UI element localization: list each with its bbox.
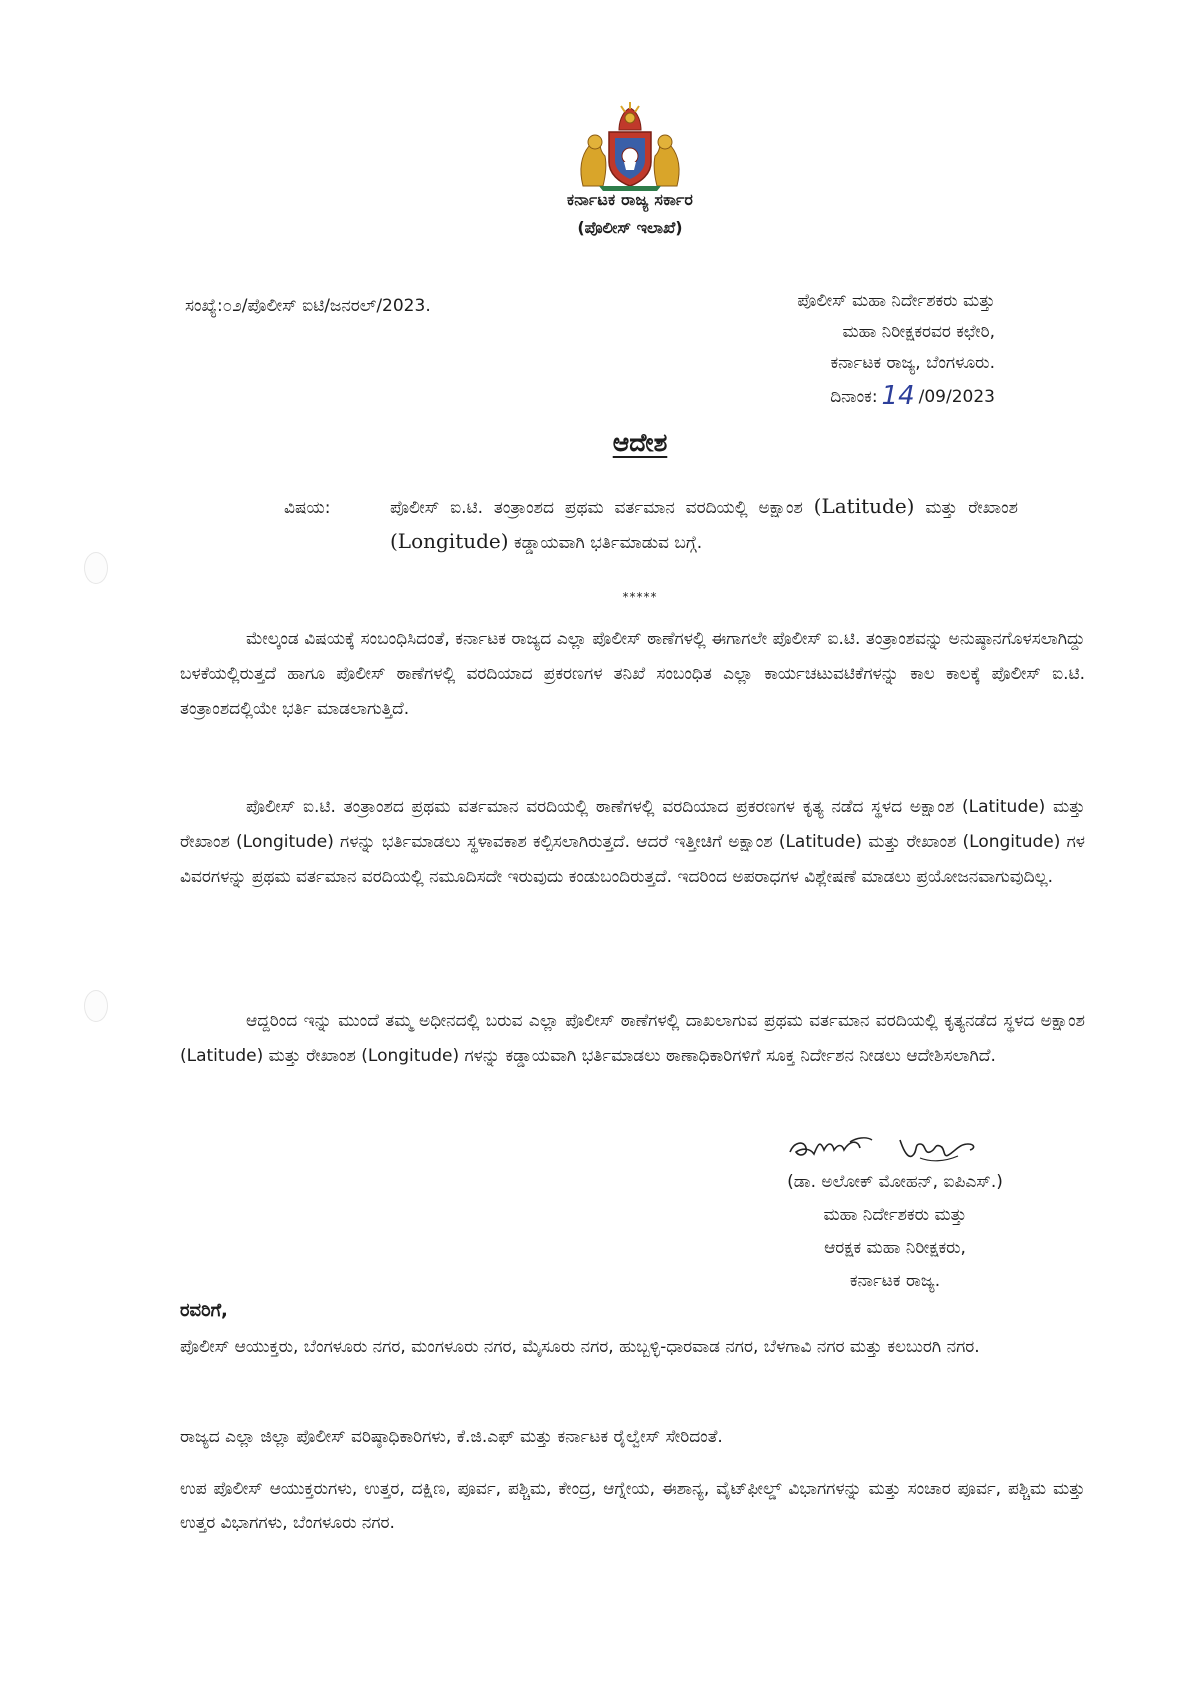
office-address: [650, 286, 995, 413]
date-label: ದಿನಾಂಕ:: [830, 387, 878, 407]
order-title: ಆದೇಶ: [612, 428, 668, 457]
handwritten-signature: [780, 1118, 1000, 1168]
subject-longitude: (Longitude): [390, 529, 509, 553]
signatory-title-1: ಮಹಾ ನಿರ್ದೇಶಕರು ಮತ್ತು: [823, 1205, 967, 1225]
body-paragraph-1: ಮೇಲ್ಕಂಡ ವಿಷಯಕ್ಕೆ ಸಂಬಂಧಿಸಿದಂತೆ, ಕರ್ನಾಟಕ ರಾಜ್ಯದ ಎಲ್ಲಾ ಪೊಲೀಸ್ ಠಾಣೆಗಳಲ್ಲಿ ಈಗಾಗಲೇ ಪೊಲೀಸ್ ಐ.ಟಿ. ತಂತ್ರಾಂಶವನ್ನು ಅನುಷ್ಠಾನಗೊಳಸಲಾಗಿದ್ದು ಬಳಕೆಯಲ್ಲಿರುತ್ತದೆ ಹಾಗೂ ಪೊಲೀಸ್ ಠಾಣೆಗಳಲ್ಲಿ ವರದಿಯಾದ ಪ್ರಕರಣಗಳ ತನಿಖೆ ಸಂಬಂಧಿತ ಎಲ್ಲಾ ಕಾರ್ಯಚಟುವಟಿಕೆಗಳನ್ನು ಕಾಲ ಕಾಲಕ್ಕೆ ಪೊಲೀಸ್ ಐ.ಟಿ. ತಂತ್ರಾಂಶದಲ್ಲಿಯೇ ಭರ್ತಿ ಮಾಡಲಾಗುತ್ತಿದೆ.: [180, 629, 1085, 719]
recipient-item: ಪೊಲೀಸ್ ಆಯುಕ್ತರು, ಬೆಂಗಳೂರು ನಗರ, ಮಂಗಳೂರು ನಗರ, ಮೈಸೂರು ನಗರ, ಹುಬ್ಬಳ್ಳಿ-ಧಾರವಾಡ ನಗರ, ಬೆಳಗಾವಿ ನಗರ ಮತ್ತು ಕಲಬುರಗಿ ನಗರ.: [180, 1337, 980, 1357]
signatory-title-2: ಆರಕ್ಷಕ ಮಹಾ ನಿರೀಕ್ಷಕರು,: [824, 1238, 966, 1258]
recipients-label: ರವರಿಗೆ,: [180, 1300, 228, 1321]
department-name: (ಪೊಲೀಸ್ ಇಲಾಖೆ): [577, 218, 683, 237]
subject-part-1: ಪೊಲೀಸ್ ಐ.ಟಿ. ತಂತ್ರಾಂಶದ ಪ್ರಥಮ ವರ್ತಮಾನ ವರದಿಯಲ್ಲಿ ಅಕ್ಷಾಂಶ: [390, 498, 814, 518]
office-line-1: ಪೊಲೀಸ್ ಮಹಾ ನಿರ್ದೇಶಕರು ಮತ್ತು: [797, 291, 995, 311]
signatory-title-3: ಕರ್ನಾಟಕ ರಾಜ್ಯ.: [849, 1271, 941, 1291]
subject-part-3: ಕಡ್ಡಾಯವಾಗಿ ಭರ್ತಿಮಾಡುವ ಬಗ್ಗೆ.: [508, 533, 703, 553]
body-paragraph-2: ಪೊಲೀಸ್ ಐ.ಟಿ. ತಂತ್ರಾಂಶದ ಪ್ರಥಮ ವರ್ತಮಾನ ವರದಿಯಲ್ಲಿ ಠಾಣೆಗಳಲ್ಲಿ ವರದಿಯಾದ ಪ್ರಕರಣಗಳ ಕೃತ್ಯ ನಡೆದ ಸ್ಥಳದ ಅಕ್ಷಾಂಶ (Latitude) ಮತ್ತು ರೇಖಾಂಶ (Longitude) ಗಳನ್ನು ಭರ್ತಿಮಾಡಲು ಸ್ಥಳಾವಕಾಶ ಕಲ್ಪಿಸಲಾಗಿರುತ್ತದೆ. ಆದರೆ ಇತ್ತೀಚಿಗೆ ಅಕ್ಷಾಂಶ (Latitude) ಮತ್ತು ರೇಖಾಂಶ (Longitude) ಗಳ ವಿವರಗಳನ್ನು ಪ್ರಥಮ ವರ್ತಮಾನ ವರದಿಯಲ್ಲಿ ನಮೂದಿಸದೇ ಇರುವುದು ಕಂಡುಬಂದಿರುತ್ತದೆ. ಇದರಿಂದ ಅಪರಾಧಗಳ ವಿಶ್ಲೇಷಣೆ ಮಾಡಲು ಪ್ರಯೋಜನವಾಗುವುದಿಲ್ಲ.: [180, 797, 1085, 887]
punch-hole-mark: [84, 552, 108, 584]
signatory-name: (ಡಾ. ಅಲೋಕ್ ಮೋಹನ್, ಐಪಿಎಸ್.): [787, 1172, 1003, 1192]
recipient-item: ರಾಜ್ಯದ ಎಲ್ಲಾ ಜಿಲ್ಲಾ ಪೊಲೀಸ್ ವರಿಷ್ಠಾಧಿಕಾರಿಗಳು, ಕೆ.ಜಿ.ಎಫ್ ಮತ್ತು ಕರ್ನಾಟಕ ರೈಲ್ವೇಸ್ ಸೇರಿದಂತೆ.: [180, 1427, 723, 1447]
subject-part-2: ಮತ್ತು ರೇಖಾಂಶ: [914, 498, 1018, 518]
subject-text: [390, 490, 1018, 560]
reference-number: ಸಂಖ್ಯೆ:೦೨/ಪೊಲೀಸ್ ಐಟಿ/ಜನರಲ್/2023.: [185, 296, 431, 316]
signatory-block: [735, 1166, 1055, 1298]
recipient-item: ಉಪ ಪೊಲೀಸ್ ಆಯುಕ್ತರುಗಳು, ಉತ್ತರ, ದಕ್ಷಿಣ, ಪೂರ್ವ, ಪಶ್ಚಿಮ, ಕೇಂದ್ರ, ಆಗ್ನೇಯ, ಈಶಾನ್ಯ, ವೈಟ್‌ಫೀಲ್ಡ್ ವಿಭಾಗಗಳನ್ನು ಮತ್ತು ಸಂಚಾರ ಪೂರ್ವ, ಪಶ್ಚಿಮ ಮತ್ತು ಉತ್ತರ ವಿಭಾಗಗಳು, ಬೆಂಗಳೂರು ನಗರ.: [180, 1479, 1085, 1533]
punch-hole-mark: [84, 990, 108, 1022]
date-day-handwritten: 14: [881, 381, 915, 411]
subject-label: ವಿಷಯ:: [284, 498, 331, 518]
subject-latitude: (Latitude): [813, 494, 915, 518]
date-line: [650, 379, 995, 413]
office-line-3: ಕರ್ನಾಟಕ ರಾಜ್ಯ, ಬೆಂಗಳೂರು.: [830, 353, 995, 373]
separator-stars: *****: [622, 590, 658, 604]
body-paragraph-3: ಆದ್ದರಿಂದ ಇನ್ನು ಮುಂದೆ ತಮ್ಮ ಅಧೀನದಲ್ಲಿ ಬರುವ ಎಲ್ಲಾ ಪೊಲೀಸ್ ಠಾಣೆಗಳಲ್ಲಿ ದಾಖಲಾಗುವ ಪ್ರಥಮ ವರ್ತಮಾನ ವರದಿಯಲ್ಲಿ ಕೃತ್ಯನಡೆದ ಸ್ಥಳದ ಅಕ್ಷಾಂಶ (Latitude) ಮತ್ತು ರೇಖಾಂಶ (Longitude) ಗಳನ್ನು ಕಡ್ಡಾಯವಾಗಿ ಭರ್ತಿಮಾಡಲು ಠಾಣಾಧಿಕಾರಿಗಳಿಗೆ ಸೂಕ್ತ ನಿರ್ದೇಶನ ನೀಡಲು ಆದೇಶಿಸಲಾಗಿದೆ.: [180, 1011, 1085, 1066]
date-month-year: /09/2023: [918, 387, 995, 407]
karnataka-emblem-icon: [575, 100, 685, 192]
office-line-2: ಮಹಾ ನಿರೀಕ್ಷಕರವರ ಕಛೇರಿ,: [842, 322, 995, 342]
government-title: ಕರ್ನಾಟಕ ರಾಜ್ಯ ಸರ್ಕಾರ: [566, 190, 694, 209]
